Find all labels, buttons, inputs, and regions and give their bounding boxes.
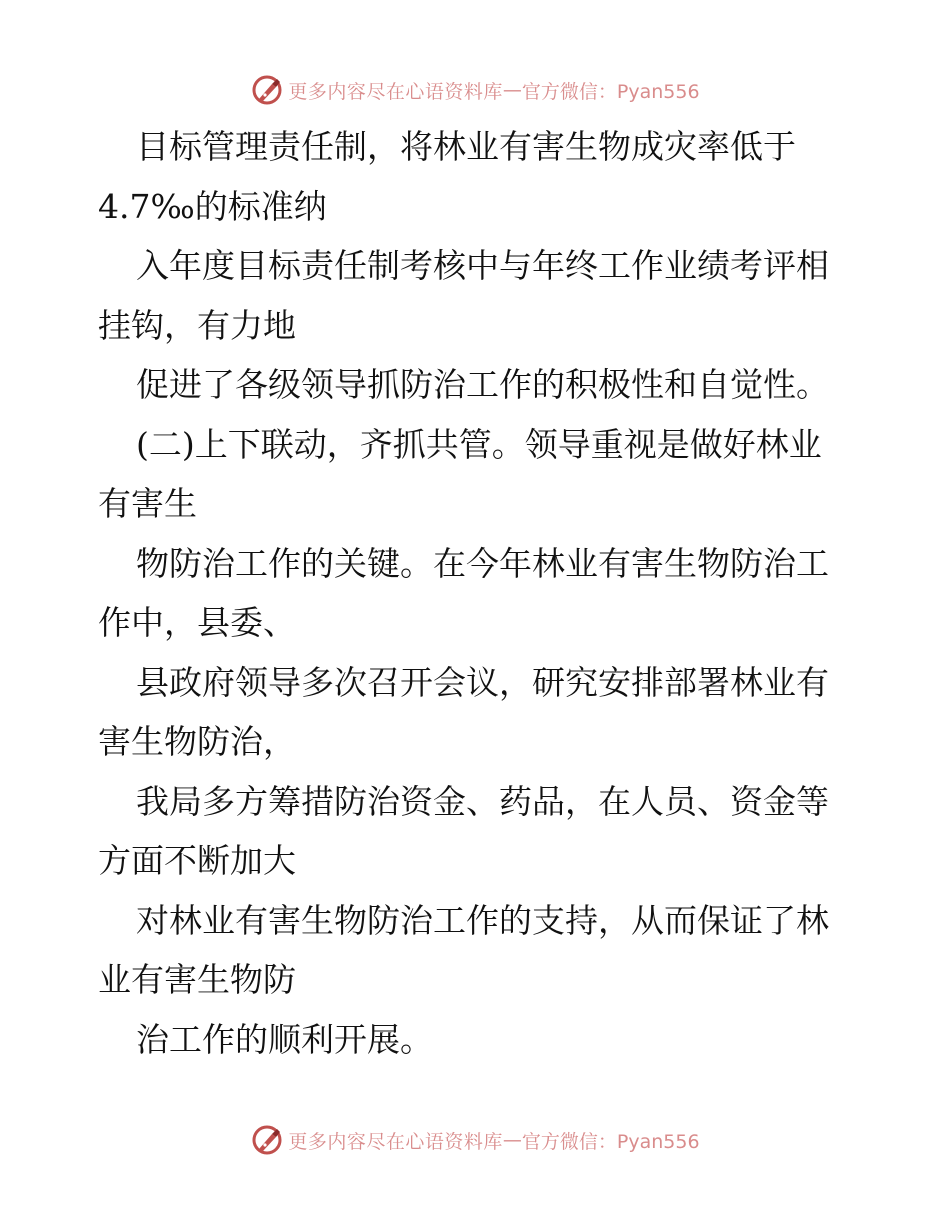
document-line: 方面不断加大 — [98, 841, 296, 880]
document-line: 目标管理责任制，将林业有害生物成灾率低于 — [136, 127, 796, 166]
pen-nib-circle-icon — [250, 1123, 284, 1157]
document-line: 4.7‰的标准纳 — [98, 186, 327, 226]
header-banner — [0, 70, 950, 110]
document-line: 害生物防治， — [98, 722, 296, 761]
document-line: 挂钩，有力地 — [98, 305, 296, 345]
banner-separator: — — [502, 1129, 522, 1151]
banner-site-text: 更多内容尽在心语资料库 — [288, 80, 503, 103]
banner-wechat-text: 官方微信：Pyan556 — [521, 80, 700, 103]
document-line: 我局多方筹措防治资金、药品，在人员、资金等 — [136, 781, 829, 821]
document-line: 治工作的顺利开展。 — [136, 1019, 433, 1059]
document-line: 业有害生物防 — [98, 960, 296, 999]
document-line: (二)上下联动，齐抓共管。领导重视是做好林业 — [136, 424, 822, 464]
document-body — [98, 117, 858, 1069]
document-line: 促进了各级领导抓防治工作的积极性和自觉性。 — [136, 365, 829, 404]
banner-wechat-text: 官方微信：Pyan556 — [521, 1130, 700, 1153]
document-line: 对林业有害生物防治工作的支持，从而保证了林 — [136, 900, 829, 940]
pen-nib-circle-icon — [250, 73, 284, 107]
banner-site-text: 更多内容尽在心语资料库 — [288, 1130, 503, 1153]
document-line: 县政府领导多次召开会议，研究安排部署林业有 — [136, 662, 829, 702]
document-line: 有害生 — [98, 484, 197, 523]
footer-banner — [0, 1120, 950, 1160]
banner-separator: — — [502, 79, 522, 101]
document-line: 作中，县委、 — [98, 603, 296, 642]
document-line: 入年度目标责任制考核中与年终工作业绩考评相 — [136, 246, 829, 285]
document-line: 物防治工作的关键。在今年林业有害生物防治工 — [136, 543, 829, 583]
